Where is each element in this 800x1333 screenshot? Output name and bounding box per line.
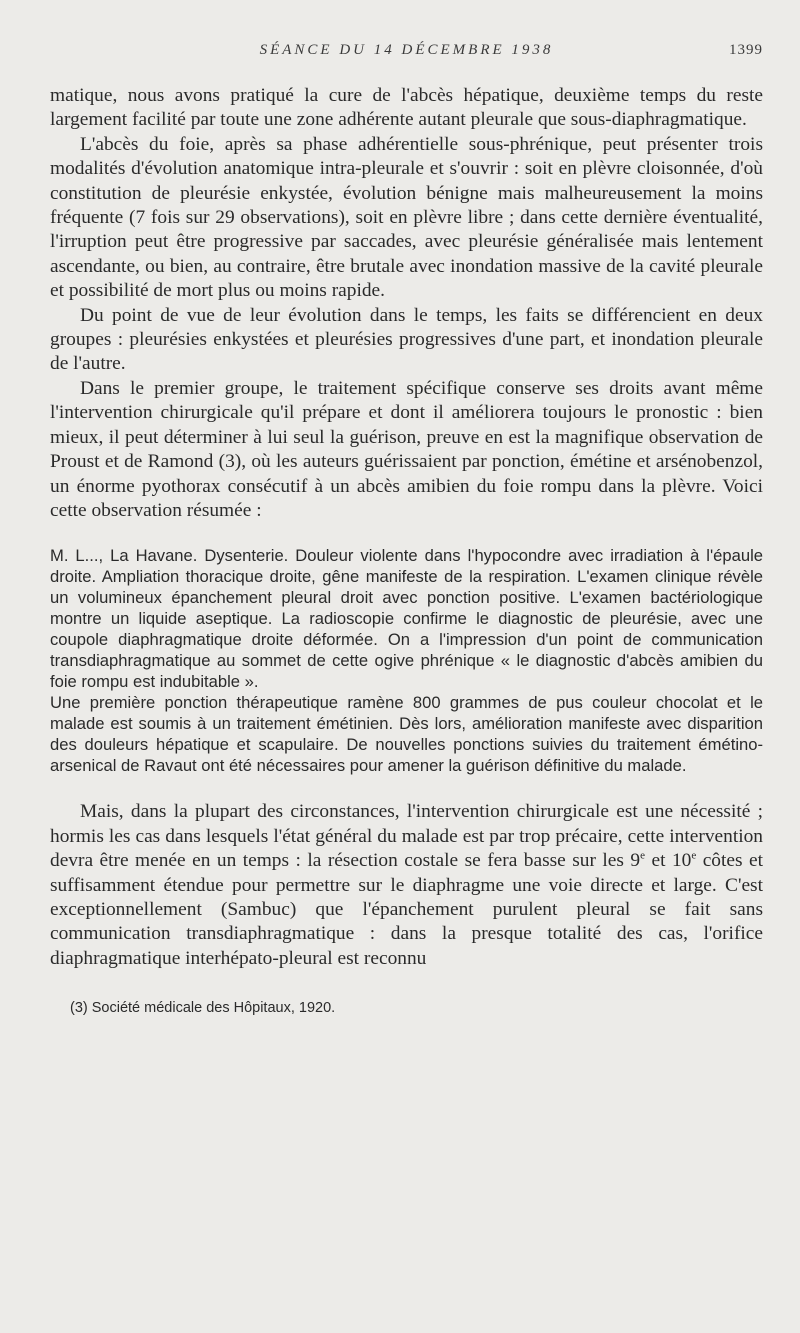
- paragraph-first-group: Dans le premier groupe, le traitement spécifique conserve ses droits avant même l'intervention chirurgicale qu'il prépare et dont il améliorera toujours le pronostic : bien mieux, il peut déterminer à lui seul la guérison, preuve en est la magnifique observation de Proust et de Ramond (3), où les auteurs guérissaient par ponction, émétine et arsénobenzol, un énorme pyothorax consécutif à un abcès amibien du foie rompu dans la plèvre. Voici cette observation résumée :: [50, 377, 763, 521]
- paragraph-continuation: matique, nous avons pratiqué la cure de l'abcès hépatique, deuxième temps du reste largement facilité par toute une zone adhérente autant pleurale que sous-diaphragmatique.: [50, 85, 763, 131]
- observation-paragraph: M. L..., La Havane. Dysenterie. Douleur violente dans l'hypocondre avec irradiation à l'épaule droite. Ampliation thoracique droite, gêne manifeste de la respiration. L'examen clinique révèle un volumineux épanchement pleural droit avec ponction positive. L'examen bactériologique montre un liquide aseptique. La radioscopie confirme le diagnostic de pleurésie, avec une coupole diaphragmatique droite déformée. On a l'impression d'un point de communication transdiaphragmatique au sommet de cette ogive phrénique « le diagnostic d'abcès amibien du foie rompu est indubitable ».: [50, 546, 763, 692]
- paragraph-surgical-intervention: [50, 800, 763, 971]
- paragraph-evolution-modes: L'abcès du foie, après sa phase adhérentielle sous-phrénique, peut présenter trois modalités d'évolution anatomique intra-pleurale et s'ouvrir : soit en plèvre cloisonnée, d'où constitution de pleurésie enkystée, évolution bénigne mais malheureusement la moins fréquente (7 fois sur 29 observations), soit en plèvre libre ; dans cette dernière éventualité, l'irruption peut être progressive par saccades, avec pleurésie généralisée mais lentement ascendante, ou bien, au contraire, être brutale avec inondation massive de la cavité pleurale et possibilité de mort plus ou moins rapide.: [50, 133, 763, 302]
- superscript: e: [640, 849, 646, 862]
- text-run: côtes et suffisamment étendue pour permettre sur le diaphragme une voie directe et large. C'est exceptionnellement (Sambuc) que l'épanchement purulent pleural se fait sans communication transdiaphragmatique : dans la presque totalité des cas, l'orifice diaphragmatique interhépato-pleural est reconnu: [50, 850, 763, 969]
- text-run: et 10: [645, 850, 692, 872]
- paragraph-two-groups: Du point de vue de leur évolution dans le temps, les faits se différencient en deux groupes : pleurésies enkystées et pleurésies progressives d'une part, et inondation pleurale de l'autre.: [50, 304, 763, 375]
- document-page: [50, 42, 763, 1017]
- page-number: 1399: [729, 42, 763, 58]
- observation-paragraph: Une première ponction thérapeutique ramène 800 grammes de pus couleur chocolat et le malade est soumis à un traitement émétinien. Dès lors, amélioration manifeste avec disparition des douleurs hépatique et scapulaire. De nouvelles ponctions suivies du traitement émétino-arsenical de Ravaut ont été nécessaires pour amener la guérison définitive du malade.: [50, 693, 763, 776]
- superscript: e: [691, 849, 697, 862]
- page-header: [50, 42, 763, 64]
- observation-summary: [50, 545, 763, 776]
- text-run: Mais, dans la plupart des circonstances, l'intervention chirurgicale est une nécessité ; hormis les cas dans lesquels l'état général du malade est par trop précaire, cette intervention devra être menée en un temps : la résection costale se fera basse sur les 9: [50, 801, 763, 872]
- footnote: (3) Société médicale des Hôpitaux, 1920.: [70, 1000, 336, 1017]
- running-title: SÉANCE DU 14 DÉCEMBRE 1938: [259, 42, 554, 58]
